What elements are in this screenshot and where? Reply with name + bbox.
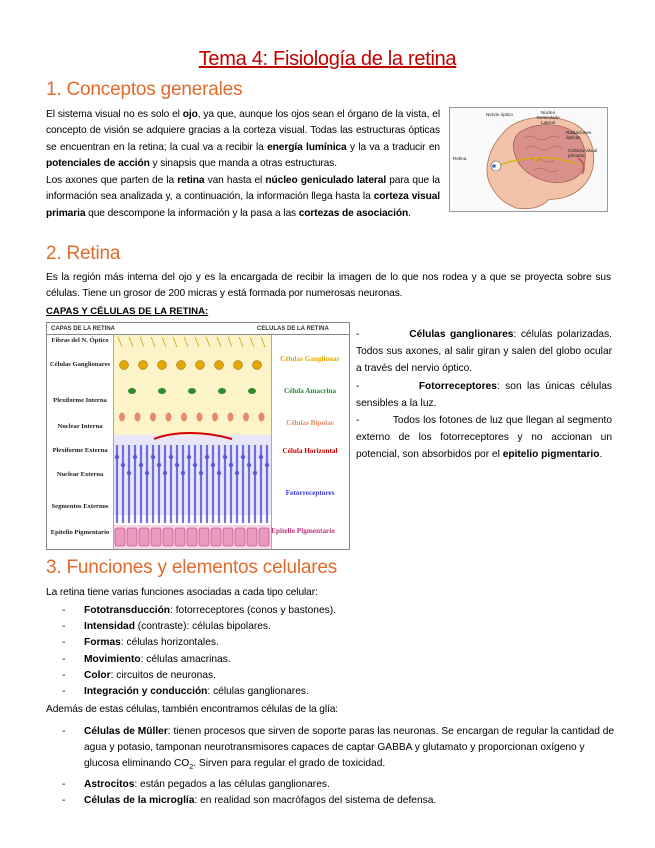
section-heading-retina: 2. Retina bbox=[46, 243, 121, 264]
list-item: - Células de la microglía: en realidad son macrófagos del sistema de defensa. bbox=[62, 794, 437, 806]
bipolar-cell bbox=[197, 413, 203, 422]
pupil-shape bbox=[492, 164, 496, 168]
layer-label: Segmentos Externos bbox=[51, 503, 109, 510]
subheading-capas: CAPAS Y CÉLULAS DE LA RETINA: bbox=[46, 306, 209, 317]
photoreceptor-nucleus bbox=[139, 463, 143, 467]
list-item: - Formas: células horizontales. bbox=[62, 637, 219, 649]
cell-label-bipolar: Células Bipolar bbox=[286, 419, 334, 427]
cell-label-epitelio: Epitelio Pigmentario bbox=[271, 527, 335, 535]
photoreceptor-nucleus bbox=[145, 471, 149, 475]
side-item-fotones: - Todos los fotones de luz que llegan al segmento externo de los fotorreceptores y no accionan un potencial, son absorbidos por el epitelio pigmentario. bbox=[356, 415, 612, 461]
pigment-cell bbox=[187, 528, 197, 546]
amacrine-cell bbox=[158, 388, 166, 394]
layer-label: Epitelio Pigmentario bbox=[50, 529, 110, 536]
photoreceptor-nucleus bbox=[205, 455, 209, 459]
photoreceptor-nucleus bbox=[133, 455, 137, 459]
pigment-cell bbox=[139, 528, 149, 546]
photoreceptor-nucleus bbox=[253, 471, 257, 475]
amacrine-cell bbox=[248, 388, 256, 394]
pigment-cell bbox=[247, 528, 257, 546]
bipolar-cell bbox=[259, 413, 265, 422]
photoreceptor-nucleus bbox=[265, 463, 269, 467]
ganglion-cell bbox=[234, 361, 243, 370]
amacrine-cell bbox=[128, 388, 136, 394]
retina-cells-description bbox=[356, 326, 612, 464]
photoreceptor-nucleus bbox=[241, 455, 245, 459]
brain-visual-pathway-figure bbox=[449, 107, 608, 212]
list-item: - Integración y conducción: células ganglionares. bbox=[62, 686, 309, 698]
label-nucleo-geniculado: Núcleo Geniculado Lateral bbox=[536, 110, 560, 125]
label-corteza-visual: Corteza visual primaria bbox=[568, 148, 598, 158]
list-item: - Fototransducción: fotorreceptores (conos y bastones). bbox=[62, 605, 336, 616]
paragraph-glia-intro: Además de estas células, también encontramos células de la glía: bbox=[46, 704, 339, 715]
photoreceptor-nucleus bbox=[181, 471, 185, 475]
layer-label: Células Ganglionares bbox=[49, 361, 111, 368]
pigment-cell bbox=[235, 528, 245, 546]
section-heading-funciones: 3. Funciones y elementos celulares bbox=[46, 557, 338, 578]
layer-label: Plexiforme Externa bbox=[52, 447, 108, 454]
pigment-cell bbox=[223, 528, 233, 546]
label-retina: Retina bbox=[453, 156, 467, 161]
cell-label-amacrina: Célula Amacrina bbox=[283, 387, 337, 395]
photoreceptor-nucleus bbox=[229, 463, 233, 467]
pigment-cell bbox=[175, 528, 185, 546]
pigment-cell bbox=[163, 528, 173, 546]
pigment-cell bbox=[115, 528, 125, 546]
photoreceptor-nucleus bbox=[151, 455, 155, 459]
photoreceptor-nucleus bbox=[247, 463, 251, 467]
side-item-ganglionares: - Células ganglionares: células polarizadas. Todos sus axones, al salir giran y salen del globo ocular a través del nervio óptico. bbox=[356, 329, 612, 375]
photoreceptor-nucleus bbox=[175, 463, 179, 467]
photoreceptor-nucleus bbox=[217, 471, 221, 475]
layer-label: Nuclear Externa bbox=[56, 471, 104, 478]
ganglion-cell bbox=[139, 361, 148, 370]
ganglion-cell bbox=[120, 361, 129, 370]
cell-label-fotorreceptores: Fotorreceptores bbox=[285, 489, 335, 497]
paragraph-axones: Los axones que parten de la retina van hasta el núcleo geniculado lateral para que la información sea analizada y, a continuación, la información llega hasta la corteza visual primaria que descompone la información y la pasa a las cortezas de asociación. bbox=[46, 175, 441, 219]
retina-figure-right-header: CELULAS DE LA RETINA bbox=[257, 326, 329, 332]
paragraph-retina: Es la región más interna del ojo y es la encargada de recibir la imagen de lo que nos rodea y a que se proyecta sobre sus células. Tiene un grosor de 200 micras y está formada por numerosas neuronas. bbox=[46, 272, 611, 300]
glia-list bbox=[62, 724, 622, 809]
bipolar-cell bbox=[135, 413, 141, 422]
bipolar-cell bbox=[119, 413, 125, 422]
pigment-cell bbox=[211, 528, 221, 546]
photoreceptor-nucleus bbox=[193, 463, 197, 467]
amacrine-cell bbox=[188, 388, 196, 394]
side-item-fotorreceptores: - Fotorreceptores: son las únicas células sensibles a la luz. bbox=[356, 380, 612, 409]
photoreceptor-nucleus bbox=[163, 471, 167, 475]
bipolar-cell bbox=[212, 413, 218, 422]
cell-label-horizontal: Célula Horizontal bbox=[282, 447, 338, 455]
ganglion-cell bbox=[253, 361, 262, 370]
retina-layers-figure bbox=[46, 322, 350, 550]
photoreceptor-nucleus bbox=[187, 455, 191, 459]
list-item: - Color: circuitos de neuronas. bbox=[62, 669, 216, 681]
list-item: - Células de Müller: tienen procesos que sirven de soporte paras las neuronas. Se encargan de regular la cantidad de agua y potasio, tamponan neurotransmisores capaces de captar GABBA y glutamato y proporcionan oxígeno y glucosa eliminando $CO_2$. Sirven para regular el grado de toxicidad. bbox=[62, 726, 615, 772]
photoreceptor-nucleus bbox=[235, 471, 239, 475]
amacrine-cell bbox=[218, 388, 226, 394]
ganglion-cell bbox=[215, 361, 224, 370]
brain-illustration bbox=[450, 108, 607, 211]
ganglion-cell bbox=[196, 361, 205, 370]
cell-label-ganglionar: Células Ganglionar bbox=[280, 355, 340, 363]
ganglion-cell bbox=[177, 361, 186, 370]
photoreceptor-nucleus bbox=[169, 455, 173, 459]
photoreceptor-nucleus bbox=[121, 463, 125, 467]
lgn-marker bbox=[536, 158, 540, 162]
list-item: - Movimiento: células amacrinas. bbox=[62, 653, 231, 665]
pigment-cell bbox=[199, 528, 209, 546]
photoreceptor-nucleus bbox=[199, 471, 203, 475]
paragraph-sistema-visual: El sistema visual no es solo el ojo, ya que, aunque los ojos sean el órgano de la vista, el concepto de visión se adquiere gracias a la corteza visual. Todas las estructuras ópticas se encuentran en la retina; la cual va a recibir la energía lumínica y la va a traducir en potenciales de acción y sinapsis que manda a otras estructuras. bbox=[46, 109, 440, 169]
photoreceptor-nucleus bbox=[223, 455, 227, 459]
bipolar-cell bbox=[181, 413, 187, 422]
bipolar-cell bbox=[150, 413, 156, 422]
functions-list bbox=[62, 603, 336, 700]
layer-label: Nuclear Interna bbox=[57, 423, 103, 430]
right-column-divider bbox=[271, 335, 272, 549]
retina-figure-left-header: CAPAS DE LA RETINA bbox=[51, 326, 116, 332]
photoreceptor-nucleus bbox=[157, 463, 161, 467]
photoreceptor-nucleus bbox=[127, 471, 131, 475]
bipolar-cell bbox=[228, 413, 234, 422]
list-item: - Intensidad (contraste): células bipolares. bbox=[62, 621, 271, 633]
section-heading-conceptos: 1. Conceptos generales bbox=[46, 79, 243, 100]
paragraph-funciones-intro: La retina tiene varias funciones asociadas a cada tipo celular: bbox=[46, 587, 318, 598]
photoreceptor-nucleus bbox=[115, 455, 119, 459]
pigment-cell bbox=[127, 528, 137, 546]
photoreceptor-nucleus bbox=[259, 455, 263, 459]
label-nervio-optico: Nervio óptico bbox=[486, 112, 513, 117]
pigment-cell bbox=[151, 528, 161, 546]
ganglion-cell bbox=[158, 361, 167, 370]
list-item: - Astrocitos: están pegados a las células ganglionares. bbox=[62, 778, 330, 790]
bipolar-cell bbox=[243, 413, 249, 422]
layer-label: Plexiforme Interna bbox=[53, 397, 107, 404]
layer-label: Fibras del N. Óptico bbox=[51, 337, 109, 344]
page-title: Tema 4: Fisiología de la retina bbox=[198, 48, 457, 70]
bipolar-cell bbox=[166, 413, 172, 422]
photoreceptor-nucleus bbox=[211, 463, 215, 467]
label-radiaciones-opticas: Radiaciones ópticas bbox=[566, 130, 592, 140]
retina-cell-illustration bbox=[114, 335, 271, 549]
band-outer-layers bbox=[114, 435, 271, 515]
